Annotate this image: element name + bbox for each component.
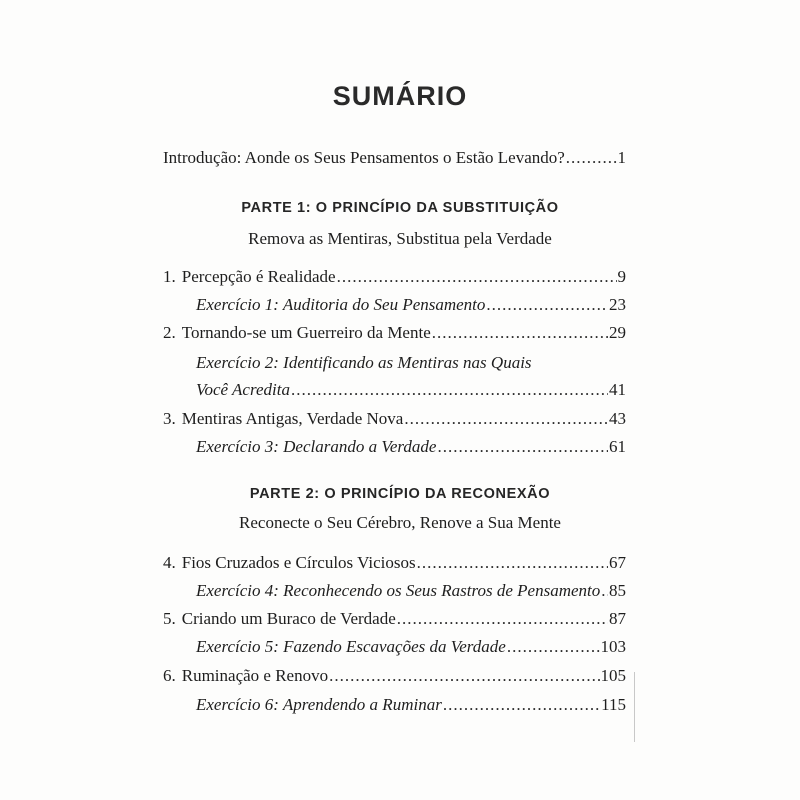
toc-chapter xyxy=(163,553,626,573)
dot-leader xyxy=(566,148,617,168)
toc-chapter xyxy=(163,609,626,629)
toc-entry-page: 115 xyxy=(601,695,626,714)
toc-entry-label: Exercício 3: Declarando a Verdade xyxy=(196,437,437,456)
toc-entry-page: 41 xyxy=(609,380,626,399)
dot-leader xyxy=(404,409,608,429)
chapter-number: 5. xyxy=(163,609,176,628)
toc-entry-label: Exercício 4: Reconhecendo os Seus Rastros de Pensamento xyxy=(196,581,601,600)
toc-entry-label: Percepção é Realidade xyxy=(181,267,336,286)
part-heading: PARTE 1: O PRINCÍPIO DA SUBSTITUIÇÃO xyxy=(241,200,559,216)
toc-entry-page: 9 xyxy=(617,267,626,286)
part-subtitle: Remova as Mentiras, Substitua pela Verdade xyxy=(248,229,552,248)
part-subtitle: Reconecte o Seu Cérebro, Renove a Sua Mente xyxy=(239,513,561,532)
toc-exercise xyxy=(196,695,626,715)
toc-chapter xyxy=(163,666,626,686)
toc-entry-label: Exercício 5: Fazendo Escavações da Verdade xyxy=(196,637,506,656)
toc-entry-page: 103 xyxy=(600,637,626,656)
toc-chapter xyxy=(163,323,626,343)
toc-entry-page: 85 xyxy=(609,581,626,600)
dot-leader xyxy=(486,295,608,315)
toc-exercise xyxy=(196,437,626,457)
chapter-number: 2. xyxy=(163,323,176,342)
toc-entry-label: Criando um Buraco de Verdade xyxy=(181,609,396,628)
page-edge-shadow xyxy=(634,672,635,742)
toc-entry-page: 61 xyxy=(609,437,626,456)
toc-exercise xyxy=(196,581,626,601)
toc-entry-label: Introdução: Aonde os Seus Pensamentos o Estão Levando? xyxy=(163,148,565,167)
toc-entry-label: Exercício 1: Auditoria do Seu Pensamento xyxy=(196,295,486,314)
toc-entry-page: 87 xyxy=(609,609,626,628)
dot-leader xyxy=(329,666,599,686)
toc-exercise xyxy=(196,295,626,315)
toc-entry-page: 23 xyxy=(609,295,626,314)
chapter-number: 3. xyxy=(163,409,176,428)
toc-entry-label: Fios Cruzados e Círculos Viciosos xyxy=(181,553,416,572)
dot-leader xyxy=(601,581,608,601)
toc-intro xyxy=(163,148,626,168)
page-title: SUMÁRIO xyxy=(332,81,468,111)
dot-leader xyxy=(432,323,608,343)
toc-entry-label: Você Acredita xyxy=(196,380,290,399)
chapter-number: 1. xyxy=(163,267,176,286)
toc-entry-label: Ruminação e Renovo xyxy=(181,666,329,685)
toc-entry-label: Mentiras Antigas, Verdade Nova xyxy=(181,409,404,428)
toc-entry-page: 1 xyxy=(617,148,626,167)
dot-leader xyxy=(291,380,608,400)
toc-exercise xyxy=(196,380,626,400)
chapter-number: 4. xyxy=(163,553,176,572)
toc-chapter xyxy=(163,409,626,429)
toc-entry-page: 67 xyxy=(609,553,626,572)
toc-entry-label: Exercício 6: Aprendendo a Ruminar xyxy=(196,695,442,714)
dot-leader xyxy=(443,695,600,715)
dot-leader xyxy=(507,637,600,657)
dot-leader xyxy=(397,609,608,629)
dot-leader xyxy=(337,267,617,287)
toc-entry-page: 29 xyxy=(609,323,626,342)
chapter-number: 6. xyxy=(163,666,176,685)
part-heading: PARTE 2: O PRINCÍPIO DA RECONEXÃO xyxy=(249,486,551,502)
toc-chapter xyxy=(163,267,626,287)
toc-entry-page: 43 xyxy=(609,409,626,428)
toc-exercise-line1: Exercício 2: Identificando as Mentiras nas Quais xyxy=(196,353,532,372)
dot-leader xyxy=(417,553,608,573)
toc-exercise xyxy=(196,637,626,657)
toc-entry-label: Tornando-se um Guerreiro da Mente xyxy=(181,323,431,342)
toc-entry-page: 105 xyxy=(600,666,626,685)
dot-leader xyxy=(437,437,608,457)
